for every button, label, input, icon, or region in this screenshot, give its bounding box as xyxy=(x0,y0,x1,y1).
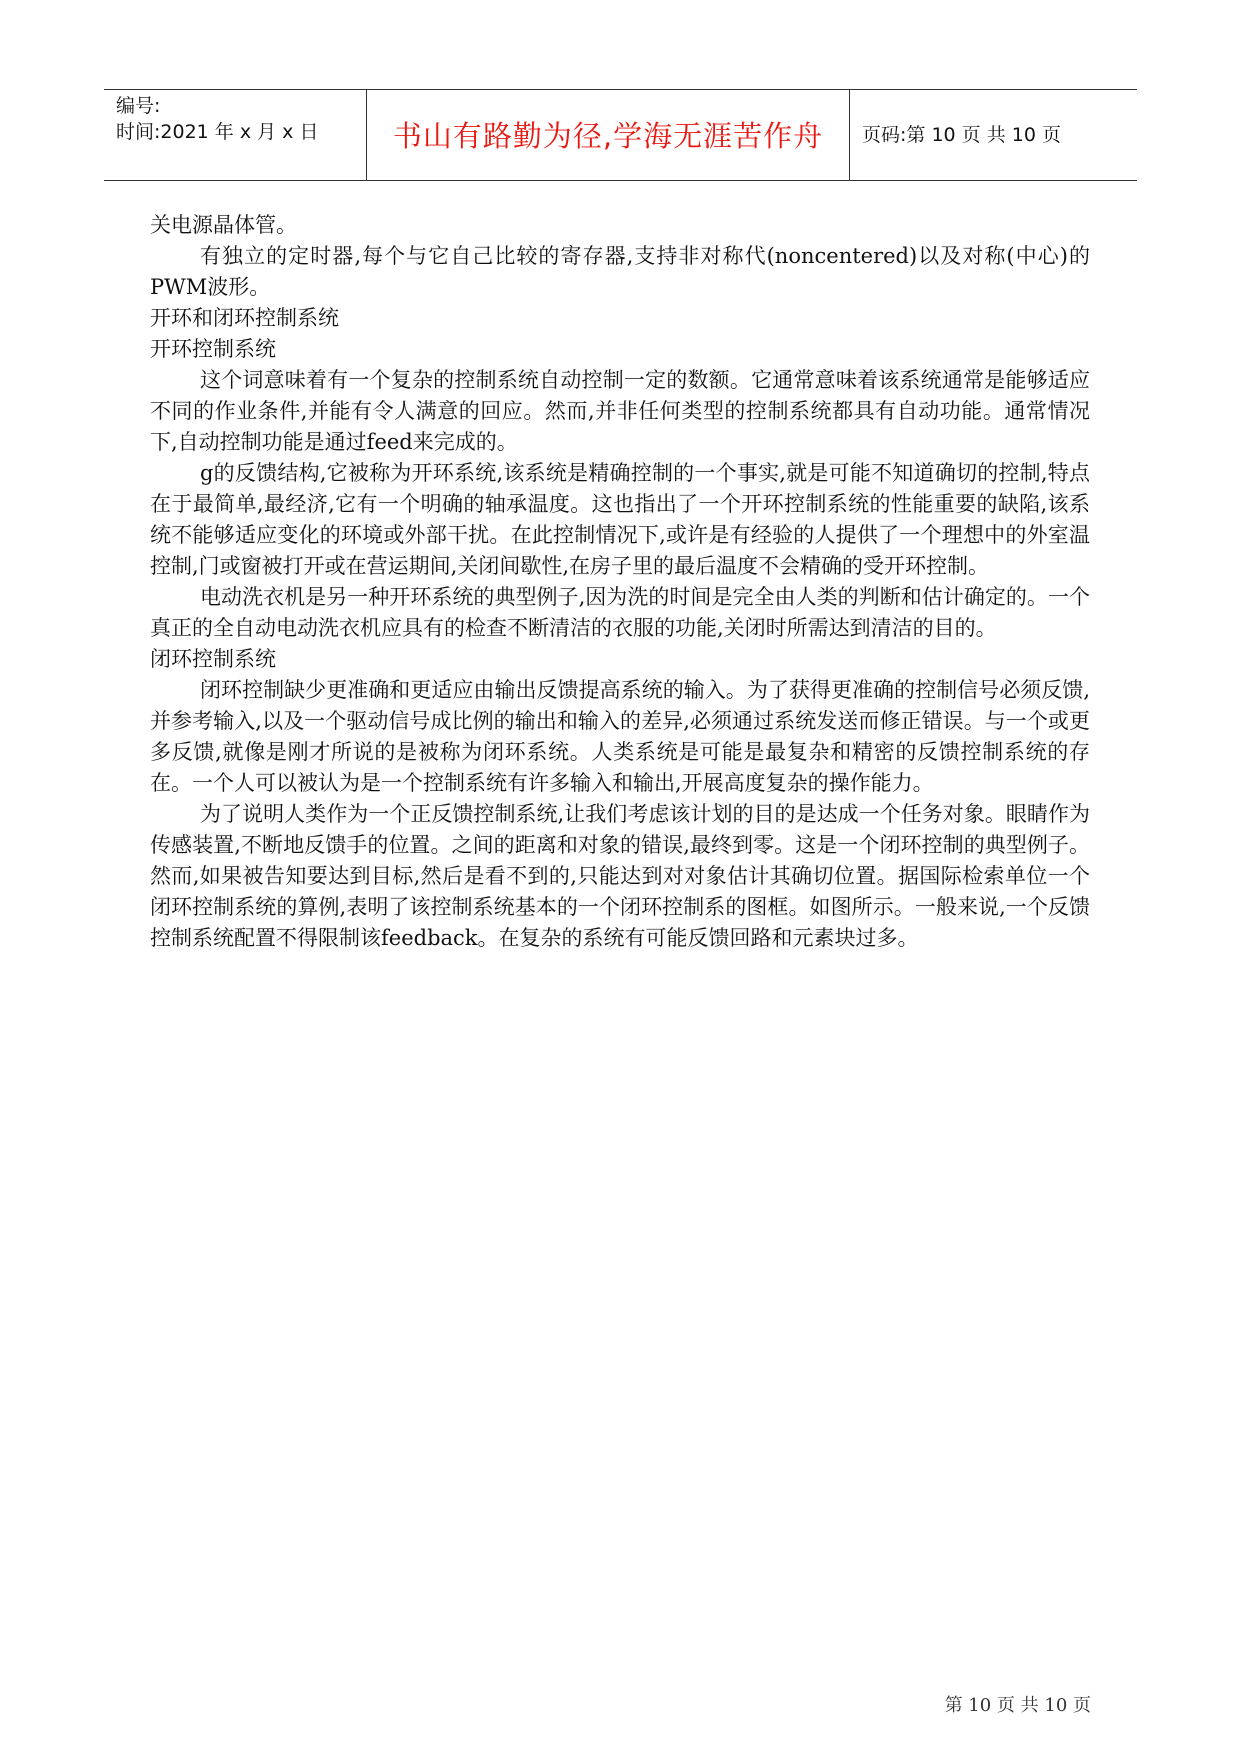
paragraph-closed-loop-intro: 闭环控制缺少更准确和更适应由输出反馈提高系统的输入。为了获得更准确的控制信号必须反馈,并参考输入,以及一个驱动信号成比例的输出和输入的差异,必须通过系统发送而修正错误。与一个或更多反馈,就像是刚才所说的是被称为闭环系统。人类系统是可能是最复杂和精密的反馈控制系统的存在。一个人可以被认为是一个控制系统有许多输入和输出,开展高度复杂的操作能力。 xyxy=(150,678,1090,795)
paragraph-open-loop-intro: 这个词意味着有一个复杂的控制系统自动控制一定的数额。它通常意味着该系统通常是能够适应不同的作业条件,并能有令人满意的回应。然而,并非任何类型的控制系统都具有自动功能。通常情况下,自动控制功能是通过feed来完成的。 xyxy=(150,368,1090,454)
header-motto-cell xyxy=(367,90,850,180)
header-page-cell xyxy=(850,90,1137,180)
paragraph-open-loop-feedback: g的反馈结构,它被称为开环系统,该系统是精确控制的一个事实,就是可能不知道确切的控制,特点在于最简单,最经济,它有一个明确的轴承温度。这也指出了一个开环控制系统的性能重要的缺陷,该系统不能够适应变化的环境或外部干扰。在此控制情况下,或许是有经验的人提供了一个理想中的外室温控制,门或窗被打开或在营运期间,关闭间歇性,在房子里的最后温度不会精确的受开环控制。 xyxy=(150,461,1090,578)
subsection-heading-open-loop: 开环控制系统 xyxy=(150,337,276,361)
document-number-label: 编号: xyxy=(116,95,161,117)
document-body xyxy=(150,210,1090,954)
paragraph-timer: 有独立的定时器,每个与它自己比较的寄存器,支持非对称代(noncentered)以及对称(中心)的PWM波形。 xyxy=(150,244,1090,299)
header-motto: 书山有路勤为径,学海无涯苦作舟 xyxy=(392,119,824,153)
document-time-label: 时间:2021 年 x 月 x 日 xyxy=(116,121,319,143)
header-page-code: 页码:第 10 页 共 10 页 xyxy=(862,124,1061,146)
document-header xyxy=(104,89,1137,181)
page-footer: 第 10 页 共 10 页 xyxy=(944,1695,1091,1716)
paragraph-closed-loop-example: 为了说明人类作为一个正反馈控制系统,让我们考虑该计划的目的是达成一个任务对象。眼睛作为传感装置,不断地反馈手的位置。之间的距离和对象的错误,最终到零。这是一个闭环控制的典型例子。然而,如果被告知要达到目标,然后是看不到的,只能达到对对象估计其确切位置。据国际检索单位一个闭环控制系统的算例,表明了该控制系统基本的一个闭环控制系的图框。如图所示。一般来说,一个反馈控制系统配置不得限制该feedback。在复杂的系统有可能反馈回路和元素块过多。 xyxy=(150,802,1090,950)
paragraph-continuation: 关电源晶体管。 xyxy=(150,213,297,237)
section-heading-open-closed: 开环和闭环控制系统 xyxy=(150,306,339,330)
paragraph-washing-machine: 电动洗衣机是另一种开环系统的典型例子,因为洗的时间是完全由人类的判断和估计确定的。一个真正的全自动电动洗衣机应具有的检查不断清洁的衣服的功能,关闭时所需达到清洁的目的。 xyxy=(150,585,1090,640)
header-meta-cell xyxy=(104,90,367,180)
subsection-heading-closed-loop: 闭环控制系统 xyxy=(150,647,276,671)
